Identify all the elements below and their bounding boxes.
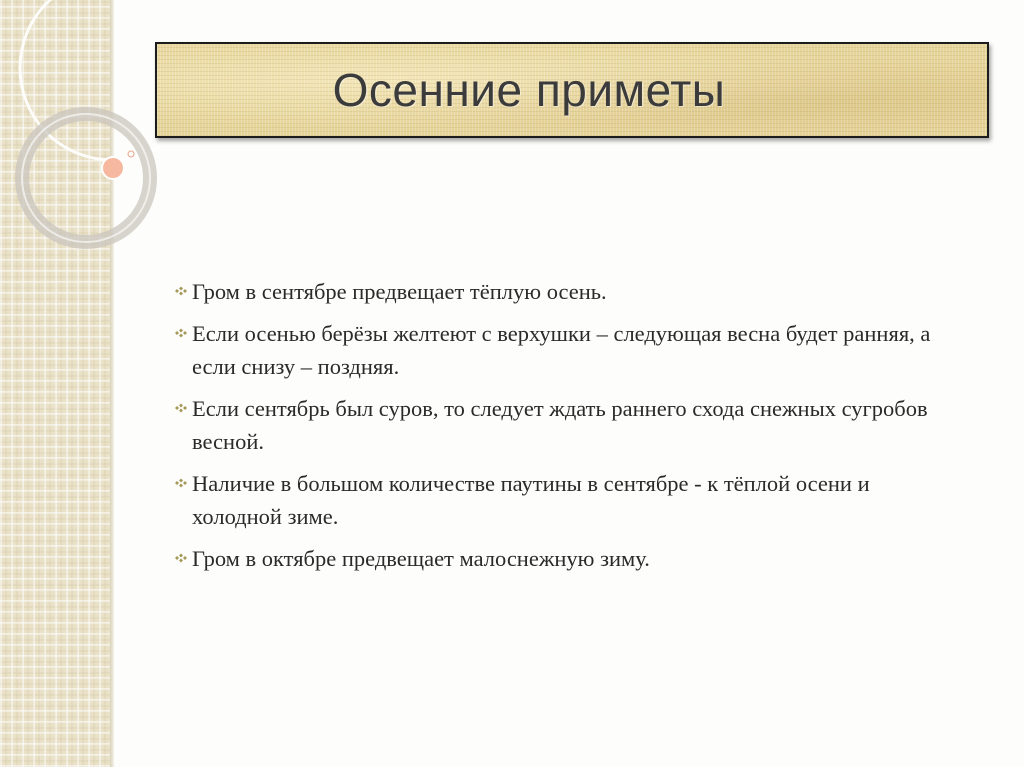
bullet-list [174,275,964,584]
panel-edge [110,0,114,767]
title-banner [155,42,989,138]
bullet-item [174,275,964,308]
diamond-cluster-icon [174,467,190,500]
bullet-item [174,392,964,458]
bullet-item [174,317,964,383]
left-decorative-panel [0,0,110,767]
bullet-item [174,467,964,533]
diamond-cluster-icon [174,317,190,350]
bullet-text: Гром в сентябре предвещает тёплую осень. [192,279,607,304]
slide-title: Осенние приметы [332,64,726,116]
diamond-cluster-icon [174,542,190,575]
bullet-text: Если сентябрь был суров, то следует ждать раннего схода снежных сугробов весной. [192,396,928,454]
bullet-text: Гром в октябре предвещает малоснежную зиму. [192,546,650,571]
bullet-text: Если осенью берёзы желтеют с верхушки – следующая весна будет ранняя, а если снизу – поздняя. [192,321,931,379]
diamond-cluster-icon [174,275,190,308]
bullet-item [174,542,964,575]
bullet-text: Наличие в большом количестве паутины в сентябре - к тёплой осени и холодной зиме. [192,471,870,529]
diamond-cluster-icon [174,392,190,425]
